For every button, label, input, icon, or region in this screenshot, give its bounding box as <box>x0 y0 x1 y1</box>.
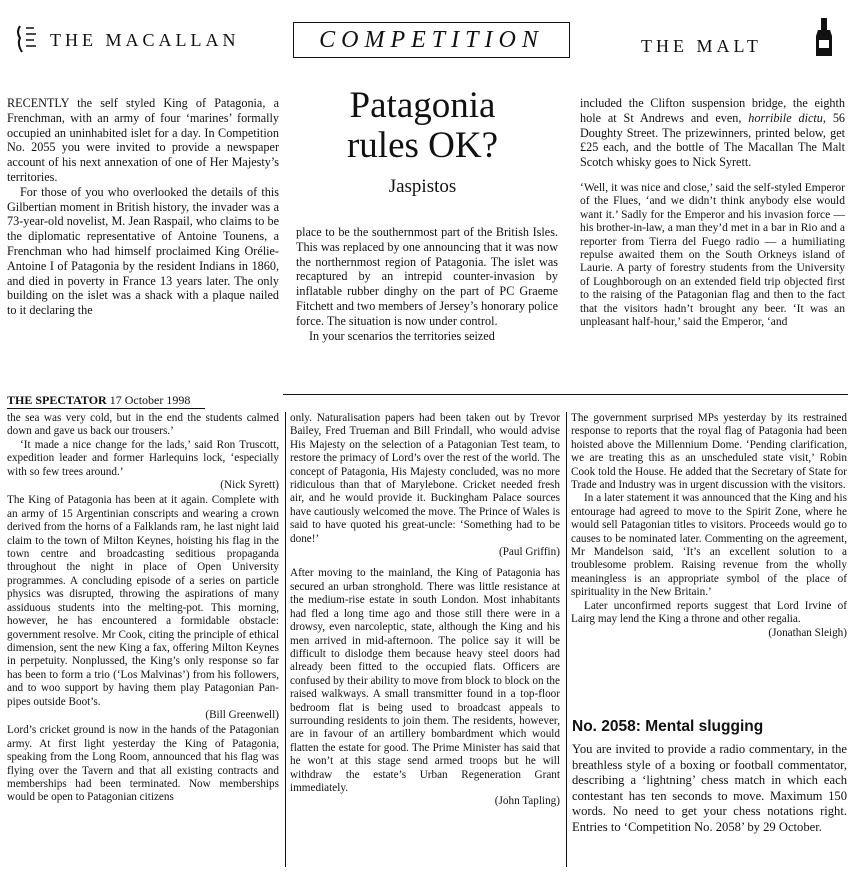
next-competition-body: You are invited to provide a radio commentary, in the breathless style of a boxing or football commentator, describing a ‘lightning’ chess match in which each contestant has ten seconds to move. Maximum 150 words. No need to get your chess notations right. Entries to ‘Competition No. 2058’ by 29 October. <box>572 742 847 834</box>
lower-column-3 <box>571 412 847 640</box>
lower-column-2 <box>290 412 560 809</box>
macallan-crest-icon <box>14 22 40 56</box>
entry-5-a: The government surprised MPs yesterday by its restrained response to reports that the royal flag of Patagonia had been hoisted above the Millennium Dome. ‘Pending clarification, we are treating this as an unscheduled state visit,’ Robin Cook told the House. He added that the Secretary of State for Trade and Industry was in urgent discussion with the visitors. <box>571 412 847 492</box>
entry-3-end: only. Naturalisation papers had been taken out by Trevor Bailey, Fred Trueman and Bill Frindall, who would advise His Majesty on the selection of a Patagonian Test team, to restore the primacy of Lord’s over the rest of the world. The concept of Patagonia, His Majesty concluded, was no more ridiculous than that of Marylebone. Cricket needed fresh air, and he would provide it. Buckingham Palace sources have cautiously welcomed the move. The Prince of Wales is said to have quoted his great-uncle: ‘Something had to be done!’ <box>290 412 560 545</box>
article-byline: Jaspistos <box>388 176 457 197</box>
intro-paragraph-5: included the Clifton suspension bridge, the eighth hole at St Andrews and even, horribile dictu, 56 Doughty Street. The prizewinners, printed below, get £25 each, and the bottle of The Macallan The Malt Scotch whisky goes to Nick Syrett. <box>580 96 845 170</box>
header-brand-right: THE MALT <box>641 36 762 56</box>
next-competition-heading: No. 2058: Mental slugging <box>572 718 764 735</box>
intro-column-2 <box>296 225 558 343</box>
intro-column-1 <box>7 96 279 318</box>
entry-3-author: (Paul Griffin) <box>498 546 560 559</box>
winning-entry-1: ‘Well, it was nice and close,’ said the self-styled Emperor of the Flues, ‘and we didn’t think anybody else would want it.’ Sadly for the Emperor and his invasion force — his brother-in-law, a man they’d met in a bar in Rio and a reporter from Tierra del Fuego radio — a humiliating repulse awaited them on the South Orkneys island of Laurie. A party of forestry students from the University of Loughborough on an extended field trip objected first to the raising of the Patagonian flag and then to the fact that the visitors hadn’t brought any beer. ‘It was an unpleasant half-hour,’ said the Emperor, ‘and <box>580 181 845 329</box>
lower-column-1 <box>7 412 279 805</box>
entry-5-b: In a later statement it was announced that the King and his entourage had agreed to move to the Spirit Zone, where he would sell Patagonian titles to visitors. Proceeds would go to causes to be nominated later. Commenting on the agreement, Mr Mandelson said, ‘It’s an excellent solution to a troublesome problem. Raising revenue from the wholly meaningless is an appropriate symbol of the place of spirituality in the New Britain.’ <box>571 492 847 599</box>
entry-1-ending: the sea was very cold, but in the end the students calmed down and gave us back our trousers.’ <box>7 412 279 438</box>
entry-1-author: (Nick Syrett) <box>220 479 279 492</box>
dateline-rule <box>7 408 205 409</box>
entry-4: After moving to the mainland, the King of Patagonia has secured an urban stronghold. There was little resistance at the medium-rise estate in south London. Most inhabitants had fled a long time ago and those still there were in a drowsy, even narcoleptic, state, although the King and his men arrived in mid-afternoon. The police say it will be difficult to dislodge them because heavy steel doors had already been fitted to the occupied flats. Officers are confused by their ability to move from block to block on the raised walkways. A small transmitter found in a top-floor bedroom flat is being used to broadcast appeals to surrounding residents to join them. The residents, however, are in favour of an artillery bombardment which would flatten the estate for good. The Prime Minister has said that he won’t at this stage send armed troops but he will withdraw the estate’s Urban Regeneration Grant immediately. <box>290 567 560 794</box>
dateline <box>7 393 190 408</box>
entry-5-c: Later unconfirmed reports suggest that Lord Irvine of Lairg may lend the King a throne and other regalia. <box>571 599 847 626</box>
intro-paragraph-4: In your scenarios the territories seized <box>309 328 495 343</box>
intro-column-3 <box>580 96 845 329</box>
publication-name: THE SPECTATOR <box>7 393 107 407</box>
section-rule <box>283 394 848 395</box>
entry-1-quote: ‘It made a nice change for the lads,’ said Ron Truscott, expedition leader and former Harlequins lock, ‘especially with so few trees around.’ <box>7 438 279 478</box>
article-title-line1: Patagonia <box>349 85 496 126</box>
entry-3-start: Lord’s cricket ground is now in the hands of the Patagonian army. At first light yesterday the King of Patagonia, speaking from the Long Room, announced that his flag was flying over the Tavern and that all existing contracts and memberships had been terminated. Now memberships would be open to Patagonian citizens <box>7 724 279 804</box>
whisky-bottle-icon <box>812 16 836 58</box>
entry-2: The King of Patagonia has been at it again. Complete with an army of 15 Argentinian conscripts and wearing a crown derived from the horns of a Falklands ram, he last night laid claim to the town of Milton Keynes, hoisting his flag in the town centre and broadcasting seditious propaganda throughout the night in place of Open University programmes. A concluding episode of a series on particle physics was disrupted, throwing the aspirations of many assiduous students into the melting-pot. This morning, however, he has encountered a formidable obstacle: government resolve. Mr Cook, citing the principle of ethical dimension, sent the new King a fax, offering Milton Keynes in perpetuity. Nonplussed, the King’s only response so far has been to form a trio (‘Los Malvinas’) from his followers, and to woo support by having them play Patagonian Pan-pipes outside Boot’s. <box>7 494 279 708</box>
column-divider-2 <box>566 412 567 867</box>
intro-paragraph-2: For those of you who overlooked the details of this Gilbertian moment in British history, the invader was a 73-year-old novelist, M. Jean Raspail, who claims to be the diplomatic representative of Antoine Tounens, a Frenchman who had himself proclaimed King Orélie-Antoine I of Patagonia by the resident Indians in 1860, and died in poverty in France 13 years later. The only building on the islet was a shack with a plaque nailed to it declaring the <box>7 184 279 318</box>
article-title <box>300 86 545 166</box>
entry-2-author: (Bill Greenwell) <box>205 708 279 721</box>
column-divider-1 <box>285 412 286 867</box>
intro-paragraph-3: place to be the southernmost part of the British Isles. This was replaced by one announcing that it was now the northernmost region of Patagonia. The islet was recaptured by an intrepid counter-invasion by inflatable rubber dinghy on the part of PC Graeme Fitchett and two members of Jersey’s honorary police force. The situation is now under control. <box>296 225 558 328</box>
publication-date: 17 October 1998 <box>109 393 191 407</box>
article-title-line2: rules OK? <box>346 125 499 166</box>
header-brand-left: THE MACALLAN <box>50 30 240 50</box>
competition-banner: COMPETITION <box>293 22 570 58</box>
entry-5-author: (Jonathan Sleigh) <box>768 626 847 639</box>
entry-4-author: (John Tapling) <box>494 795 560 808</box>
intro-paragraph-1: RECENTLY the self styled King of Patagonia, a Frenchman, with an army of four ‘marines’ formally occupied an uninhabited islet for a day. In Competition No. 2055 you were invited to provide a newspaper account of his next annexation of one of Her Majesty’s territories. <box>7 96 279 184</box>
